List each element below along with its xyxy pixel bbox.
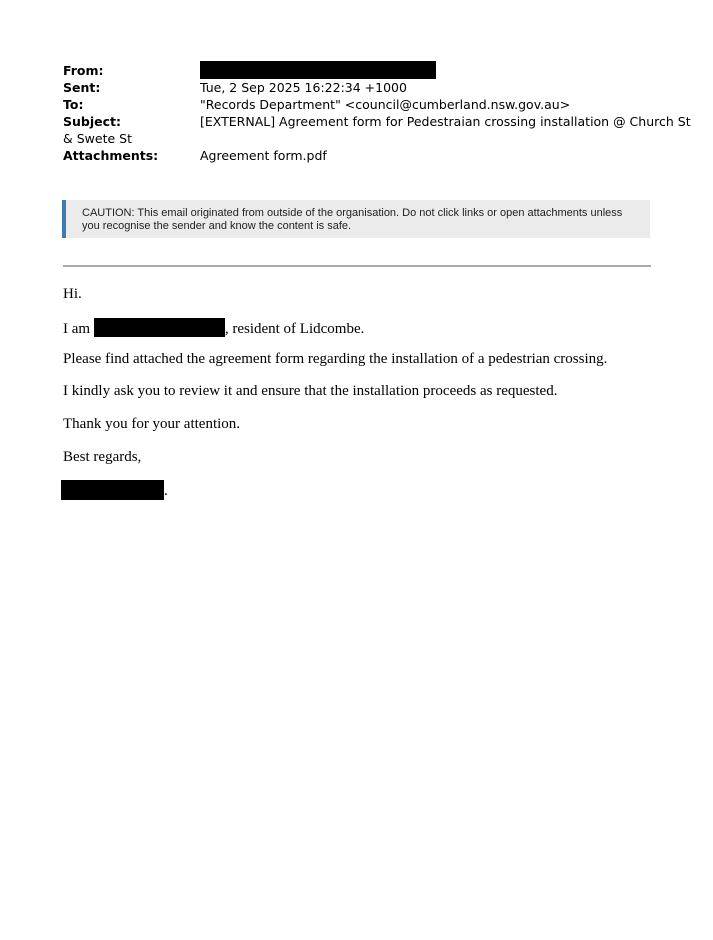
attached-line: Please find attached the agreement form regarding the installation of a pedestrian crossing.: [63, 351, 608, 367]
attachments-row: [63, 147, 663, 164]
intro-prefix: I am: [63, 321, 91, 337]
divider: [63, 265, 651, 267]
redacted-signature: [61, 480, 164, 500]
sent-label: Sent:: [63, 80, 101, 95]
subject-label: Subject:: [63, 114, 121, 129]
signature-line: [61, 480, 168, 500]
signature-suffix: .: [164, 483, 168, 499]
subject-row: [63, 113, 691, 130]
attachment-link[interactable]: Agreement form.pdf: [200, 148, 327, 163]
greeting: Hi.: [63, 286, 82, 302]
redacted-sender: [200, 61, 436, 79]
closing-line: Best regards,: [63, 449, 142, 465]
attachments-label: Attachments:: [63, 148, 159, 163]
redacted-name: [94, 318, 225, 337]
sent-row: [63, 79, 663, 96]
review-line: I kindly ask you to review it and ensure that the installation proceeds as requested.: [63, 383, 558, 399]
thanks-line: Thank you for your attention.: [63, 416, 241, 432]
to-value: "Records Department" <council@cumberland.nsw.gov.au>: [200, 97, 571, 112]
subject-value-continued: & Swete St: [63, 131, 132, 146]
from-row: [63, 62, 663, 79]
caution-banner: [62, 200, 650, 238]
to-label: To:: [63, 97, 84, 112]
from-label: From:: [63, 63, 104, 78]
intro-suffix: , resident of Lidcombe.: [224, 321, 365, 337]
sent-value: Tue, 2 Sep 2025 16:22:34 +1000: [200, 80, 407, 95]
subject-value: [EXTERNAL] Agreement form for Pedestraian crossing installation @ Church St: [200, 114, 691, 129]
caution-line-1: CAUTION: This email originated from outside of the organisation. Do not click links or open attachments unless: [82, 207, 623, 219]
intro-line: [63, 318, 364, 338]
caution-line-2: you recognise the sender and know the content is safe.: [82, 220, 352, 232]
email-header: [63, 62, 691, 164]
to-row: [63, 96, 663, 113]
